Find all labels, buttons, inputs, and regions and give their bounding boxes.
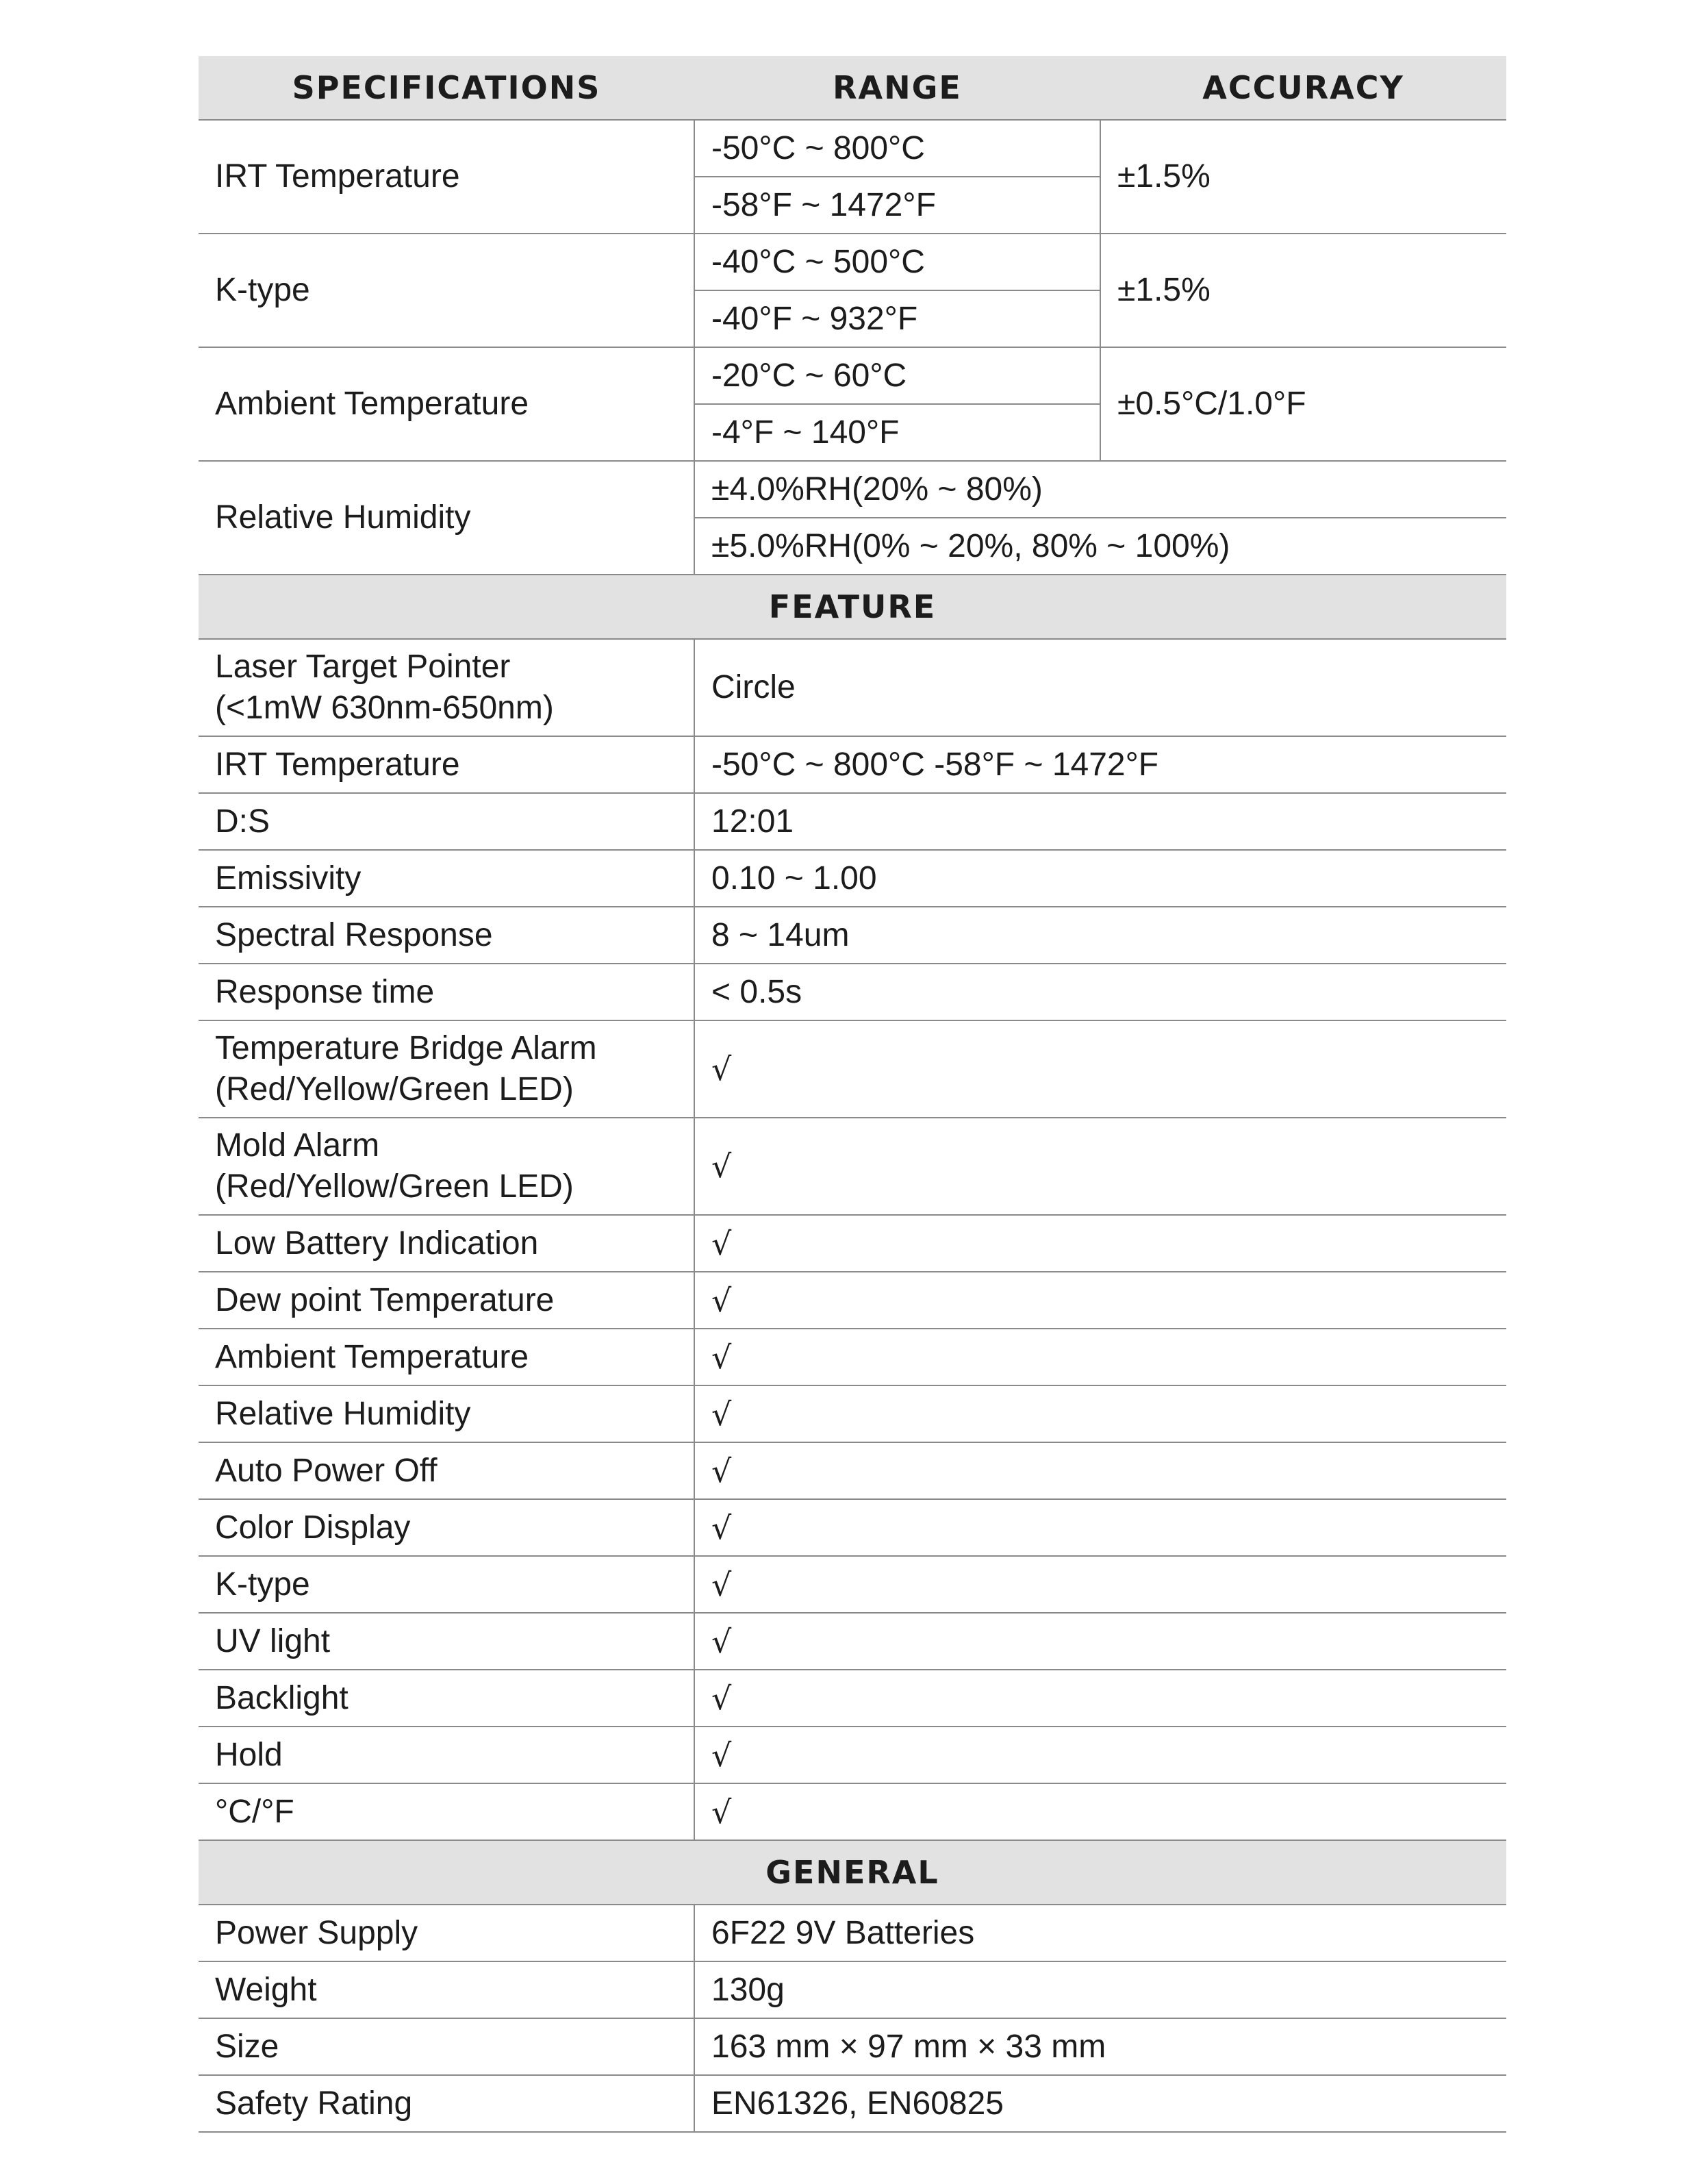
spec-range: -40°F ~ 932°F [694, 290, 1100, 347]
spec-label: K-type [199, 234, 694, 347]
feature-label-line: (Red/Yellow/Green LED) [215, 1071, 574, 1107]
spec-row [199, 120, 1506, 177]
header-specifications: SPECIFICATIONS [199, 56, 694, 120]
checkmark-icon: √ [694, 1329, 1506, 1385]
feature-row [199, 1329, 1506, 1385]
feature-label: Response time [199, 964, 694, 1020]
feature-row [199, 907, 1506, 964]
general-label: Size [199, 2018, 694, 2075]
section-title-general: GENERAL [199, 1840, 1506, 1905]
feature-row [199, 1215, 1506, 1272]
checkmark-icon: √ [694, 1118, 1506, 1215]
general-value: 6F22 9V Batteries [694, 1905, 1506, 1961]
feature-value: 12:01 [694, 793, 1506, 850]
feature-row [199, 1556, 1506, 1613]
section-header-row [199, 1840, 1506, 1905]
feature-label: IRT Temperature [199, 736, 694, 793]
feature-row [199, 1385, 1506, 1442]
checkmark-icon: √ [694, 1613, 1506, 1670]
spec-range: -40°C ~ 500°C [694, 234, 1100, 290]
feature-label-line: Laser Target Pointer [215, 649, 511, 685]
feature-row [199, 1118, 1506, 1215]
feature-label-line: Temperature Bridge Alarm [215, 1030, 597, 1066]
checkmark-icon: √ [694, 1442, 1506, 1499]
general-label: Power Supply [199, 1905, 694, 1961]
feature-label: Low Battery Indication [199, 1215, 694, 1272]
checkmark-icon: √ [694, 1499, 1506, 1556]
spec-row [199, 234, 1506, 290]
spec-label: IRT Temperature [199, 120, 694, 234]
feature-label [199, 639, 694, 736]
spec-accuracy: ±1.5% [1100, 120, 1506, 234]
section-header-row [199, 575, 1506, 639]
feature-row [199, 1670, 1506, 1727]
feature-label: UV light [199, 1613, 694, 1670]
general-label: Weight [199, 1961, 694, 2018]
feature-label: Ambient Temperature [199, 1329, 694, 1385]
feature-label: Auto Power Off [199, 1442, 694, 1499]
header-accuracy: ACCURACY [1100, 56, 1506, 120]
spec-accuracy: ±0.5°C/1.0°F [1100, 347, 1506, 461]
feature-label: Spectral Response [199, 907, 694, 964]
checkmark-icon: √ [694, 1727, 1506, 1783]
feature-label [199, 1020, 694, 1118]
feature-row [199, 639, 1506, 736]
specifications-table [199, 56, 1506, 2133]
spec-row [199, 461, 1506, 518]
spec-sheet [199, 56, 1506, 2133]
checkmark-icon: √ [694, 1272, 1506, 1329]
feature-row [199, 964, 1506, 1020]
checkmark-icon: √ [694, 1783, 1506, 1840]
feature-label [199, 1118, 694, 1215]
feature-value: 0.10 ~ 1.00 [694, 850, 1506, 907]
feature-value: < 0.5s [694, 964, 1506, 1020]
feature-row [199, 793, 1506, 850]
checkmark-icon: √ [694, 1670, 1506, 1727]
spec-range: -50°C ~ 800°C [694, 120, 1100, 177]
feature-value: -50°C ~ 800°C -58°F ~ 1472°F [694, 736, 1506, 793]
feature-row [199, 1727, 1506, 1783]
section-title-feature: FEATURE [199, 575, 1506, 639]
spec-row [199, 347, 1506, 404]
feature-label: Color Display [199, 1499, 694, 1556]
feature-label: Dew point Temperature [199, 1272, 694, 1329]
spec-range: ±4.0%RH(20% ~ 80%) [694, 461, 1506, 518]
feature-row [199, 1272, 1506, 1329]
feature-row [199, 1613, 1506, 1670]
feature-row [199, 1442, 1506, 1499]
general-row [199, 1961, 1506, 2018]
feature-row [199, 1783, 1506, 1840]
spec-range: ±5.0%RH(0% ~ 20%, 80% ~ 100%) [694, 518, 1506, 575]
feature-label: Backlight [199, 1670, 694, 1727]
checkmark-icon: √ [694, 1385, 1506, 1442]
general-value: 163 mm × 97 mm × 33 mm [694, 2018, 1506, 2075]
general-label: Safety Rating [199, 2075, 694, 2132]
feature-label: K-type [199, 1556, 694, 1613]
checkmark-icon: √ [694, 1215, 1506, 1272]
feature-row [199, 1020, 1506, 1118]
general-row [199, 2018, 1506, 2075]
spec-label: Ambient Temperature [199, 347, 694, 461]
feature-row [199, 1499, 1506, 1556]
spec-label: Relative Humidity [199, 461, 694, 575]
feature-label-line: Mold Alarm [215, 1127, 380, 1164]
feature-label: Emissivity [199, 850, 694, 907]
feature-row [199, 736, 1506, 793]
spec-range: -20°C ~ 60°C [694, 347, 1100, 404]
header-range: RANGE [694, 56, 1100, 120]
feature-label-line: (<1mW 630nm-650nm) [215, 690, 554, 726]
checkmark-icon: √ [694, 1556, 1506, 1613]
feature-label: °C/°F [199, 1783, 694, 1840]
spec-accuracy: ±1.5% [1100, 234, 1506, 347]
general-value: 130g [694, 1961, 1506, 2018]
feature-row [199, 850, 1506, 907]
general-row [199, 1905, 1506, 1961]
feature-label-line: (Red/Yellow/Green LED) [215, 1168, 574, 1205]
feature-value: 8 ~ 14um [694, 907, 1506, 964]
feature-label: Relative Humidity [199, 1385, 694, 1442]
general-value: EN61326, EN60825 [694, 2075, 1506, 2132]
spec-range: -58°F ~ 1472°F [694, 177, 1100, 234]
feature-value: Circle [694, 639, 1506, 736]
feature-label: D:S [199, 793, 694, 850]
checkmark-icon: √ [694, 1020, 1506, 1118]
table-header-row [199, 56, 1506, 120]
feature-label: Hold [199, 1727, 694, 1783]
general-row [199, 2075, 1506, 2132]
spec-range: -4°F ~ 140°F [694, 404, 1100, 461]
